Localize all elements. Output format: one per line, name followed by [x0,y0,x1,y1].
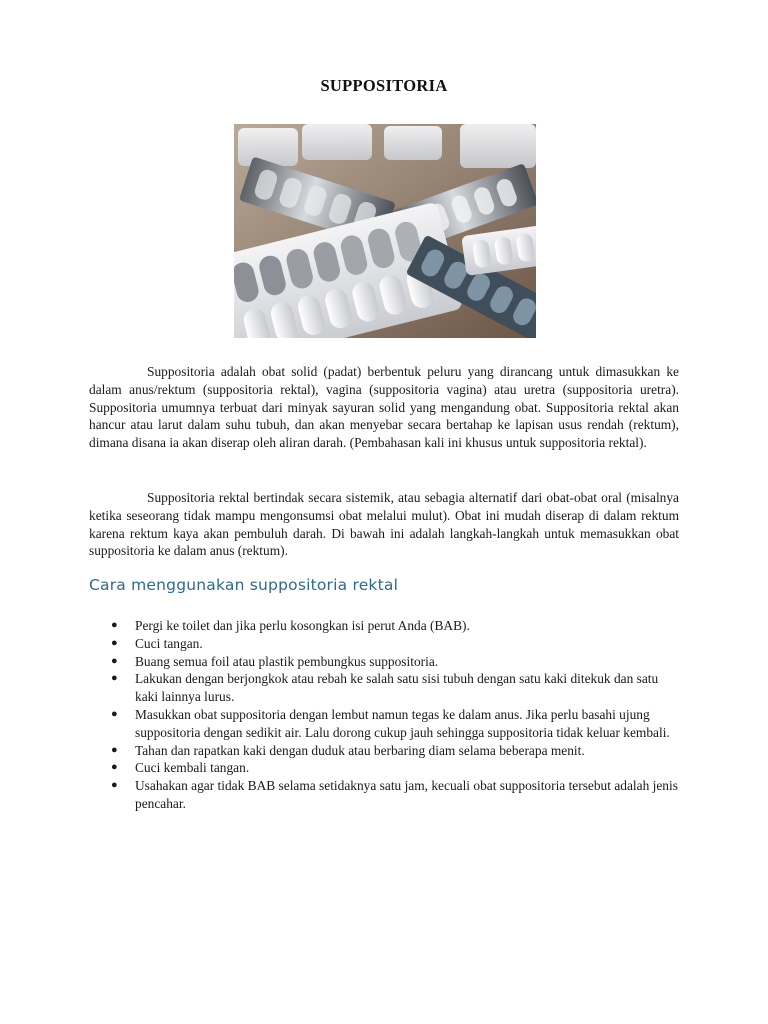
bullet-icon: ● [111,707,118,720]
list-item [89,635,679,653]
systemic-paragraph: Suppositoria rektal bertindak secara sistemik, atau sebagia alternatif dari obat-obat oral (misalnya ketika seseorang tidak mampu mengonsumsi obat melalui mulut). Obat ini mudah diserap di dalam rektum karena rektum kaya akan pembuluh darah. Di bawah ini adalah langkah-langkah untuk memasukkan obat suppositoria ke dalam anus (rektum). [89,490,679,559]
bullet-icon: ● [111,761,118,774]
bullet-icon: ● [111,779,118,792]
list-item [89,742,679,760]
step-text: Buang semua foil atau plastik pembungkus suppositoria. [135,653,439,669]
page-title: SUPPOSITORIA [320,76,448,95]
bullet-icon: ● [111,636,118,649]
list-item [89,670,679,706]
step-text: Lakukan dengan berjongkok atau rebah ke salah satu sisi tubuh dengan satu kaki ditekuk dan satu kaki lainnya lurus. [135,671,659,705]
bullet-icon: ● [111,672,118,685]
list-item [89,759,679,777]
steps-list [89,617,679,813]
list-item [89,777,679,813]
step-text: Pergi ke toilet dan jika perlu kosongkan isi perut Anda (BAB). [135,618,470,633]
step-text: Tahan dan rapatkan kaki dengan duduk atau berbaring diam selama beberapa menit. [135,742,585,758]
bullet-icon: ● [111,743,118,756]
intro-paragraph: Suppositoria adalah obat solid (padat) berbentuk peluru yang dirancang untuk dimasukkan ke dalam anus/rektum (suppositoria rektal), vagina (suppositoria vagina) atau uretra (suppositoria uretra). Suppositoria umumnya terbuat dari minyak sayuran solid yang mengandung obat. Suppositoria rektal akan hancur atau larut dalam suhu tubuh, dan akan menyebar secara bertahap ke lapisan usus rendah (rektum), dimana disana ia akan diserap oleh aliran darah. (Pembahasan kali ini khusus untuk suppositoria rektal). [89,364,679,451]
step-text: Usahakan agar tidak BAB selama setidaknya satu jam, kecuali obat suppositoria tersebut adalah jenis pencahar. [135,778,678,811]
list-item [89,706,679,742]
list-item [89,653,679,671]
section-heading: Cara menggunakan suppositoria rektal [89,576,399,594]
step-text: Cuci kembali tangan. [135,760,250,776]
list-item [89,617,679,635]
step-text: Masukkan obat suppositoria dengan lembut namun tegas ke dalam anus. Jika perlu basahi ujung suppositoria dengan sedikit air. Lalu dorong cukup jauh sehingga suppositoria tidak keluar kembali. [135,706,670,740]
suppository-blister-photo [234,124,536,338]
bullet-icon: ● [111,619,118,631]
step-text: Cuci tangan. [135,635,203,651]
bullet-icon: ● [111,654,118,667]
